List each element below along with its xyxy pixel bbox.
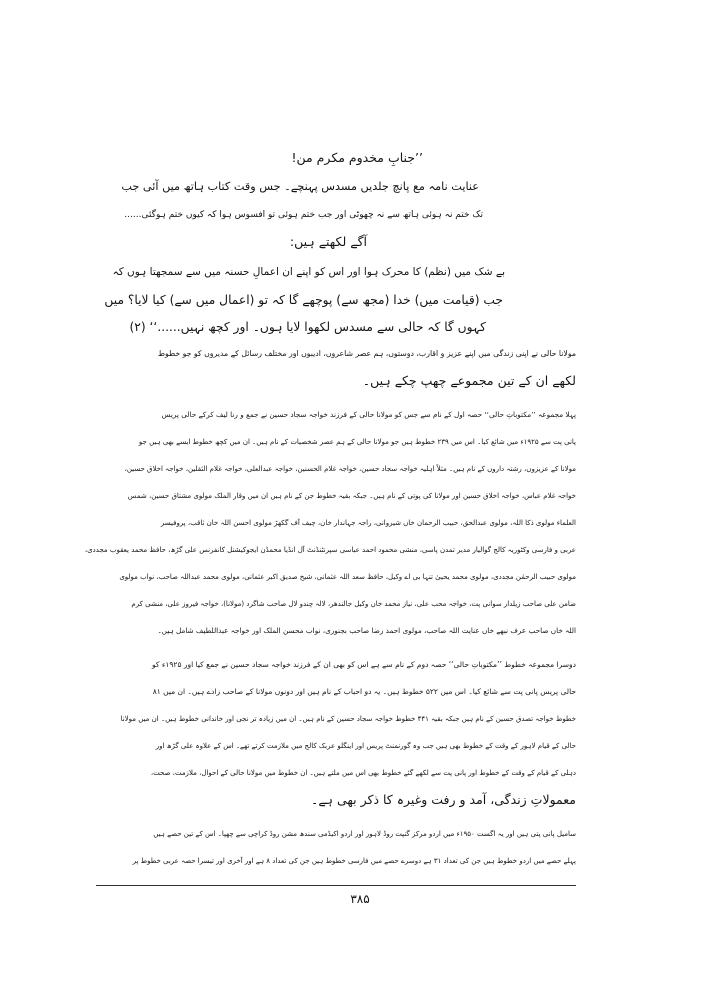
quote-line: بے شک میں (نظم) کا محرک ہوا اور اس کو اپنے ان اعمالِ حسنہ میں سے سمجھتا ہوں کہ (112, 266, 505, 278)
body-line: سامیل پانی پتی ہیں اور یہ اگست ۱۹۵۰ء میں اردو مرکز گنپت روڈ لاہور اور اردو اکیڈمی سندھ مشن روڈ کراچی سے چھپا۔ اس کے تین حصے ہیں (153, 830, 576, 838)
body-line: پہلا مجموعہ ’’مکتوباتِ حالی‘‘ حصہ اول کے نام سے جس کو مولانا حالی کے فرزند خواجہ سجاد حسین نے جمع و رنا لیف کرکے حالی پریس (161, 410, 576, 419)
quote-line: تک ختم نہ ہوئی ہاتھ سے نہ چھوٹی اور جب ختم ہوئی تو افسوس ہوا کہ کیوں ختم ہوگئی...... (124, 210, 483, 220)
body-line: خطوط خواجہ تصدق حسین کے نام ہیں جبکہ بقیہ ۴۴۱ خطوط خواجہ سجاد حسین کے نام ہیں۔ ان میں زیادہ تر نجی اور خاندانی خطوط ہیں۔ ان میں مولانا (120, 715, 576, 723)
body-line: دوسرا مجموعہ خطوط ’’مکتوباتِ حالی‘‘ حصہ دوم کے نام سے ہے اس کو بھی ان کے فرزند خواجہ سجاد حسین نے جمع کیا اور ۱۹۲۵ء کو (152, 660, 576, 669)
body-line: مولانا کے عزیزوں، رشتہ داروں کے نام ہیں۔ مثلاً اہلیہ خواجہ سجاد حسین، خواجہ غلام الحسنین، خواجہ عبدالعلی، خواجہ غلام الثقلین، خواجہ اخلاق حسین، (124, 465, 576, 473)
body-line: لکھے ان کے تین مجموعے چھپ چکے ہیں۔ (362, 373, 576, 388)
body-line: العلماء مولوی ذکا اللہ، مولوی عبدالحق، حبیب الرحمان خاں شیروانی، راجہ جہاندار خان، چیف آف گکھڑ مولوی احسن اللہ خان ثاقب، پروفیسر (160, 519, 576, 527)
intro-line: آگے لکھتے ہیں: (289, 234, 367, 249)
body-line: پانی پت سے ۱۹۲۵ء میں شائع کیا۔ اس میں ۲۳۹ خطوط ہیں جو مولانا حالی کے ہم عصر شخصیات کے نام ہیں۔ ان میں کچھ خطوط ایسے بھی ہیں جو (138, 438, 576, 446)
body-line: مولانا حالی نے اپنی زندگی میں اپنے عزیز و اقارب، دوستوں، ہم عصر شاعروں، ادیبوں اور مختلف رسائل کے مدیروں کو جو خطوط (157, 349, 576, 358)
body-line: دہلی کے قیام کے وقت کے خطوط اور پانی پت سے لکھے گئے خطوط بھی اس میں ملتے ہیں۔ ان خطوط میں مولانا حالی کے احوال، ملازمت، صحت، (150, 769, 576, 777)
body-line: ضامن علی صاحب زیلدار سوانی پت، خواجہ محب علی، نیاز محمد خاں وکیل جالندھر، لالہ چندو لال صاحب شاگرد (مولانا)، خواجہ فیروز علی، منشی کرم (131, 600, 576, 608)
body-line: خواجہ غلام عباس، خواجہ اخلاق حسین اور مولانا کی پوتی کے نام ہیں۔ جبکہ بقیہ خطوط جن کے نام ہیں ان میں وقار الملک مولوی مشتاق حسین، شمس (127, 492, 576, 500)
footer-rule (96, 885, 576, 886)
quote-salutation: ’’جنابِ مخدوم مکرم من! (291, 150, 423, 165)
body-line: حالی کے قیام لاہور کے وقت کے خطوط بھی ہیں جب وہ گورنمنٹ پریس اور اینگلو عربک کالج میں ملازمت کرتے تھے۔ اس کے علاوہ علی گڑھ اور (155, 742, 576, 750)
page-number: ۳۸۵ (350, 892, 370, 906)
quote-line: کہوں گا کہ حالی سے مسدس لکھوا لایا ہوں۔ اور کچھ نہیں......‘‘ (۲) (129, 320, 486, 334)
quote-line: عنایت نامہ مع پانچ جلدیں مسدس پہنچے۔ جس وقت کتاب ہاتھ میں آئی جب (121, 180, 479, 193)
body-line: حالی پریس پانی پت سے شائع کیا۔ اس میں ۵۲۲ خطوط ہیں۔ یہ دو احباب کے نام ہیں اور دونوں مولانا کے صاحب زادے ہیں۔ ان میں ۸۱ (152, 687, 576, 696)
body-line: مولوی حبیب الرحمٰن مجددی، مولوی محمد یحییٰ تنہا بی اے وکیل، حافظ سعد اللہ عثمانی، شیخ صدیق اکبر عثمانی، مولوی محمد عبداللہ صاحب، نواب مولوی (119, 573, 576, 581)
body-line: معمولاتِ زندگی، آمد و رفت وغیرہ کا ذکر بھی ہے۔ (311, 792, 576, 807)
quote-line: جب (قیامت میں) خدا (مجھ سے) پوچھے گا کہ تو (اعمال میں سے) کیا لایا؟ میں (104, 293, 503, 307)
body-line: عربی و فارسی وکٹوریہ کالج گوالیار مدیر تمدن پاسی، منشی محمود احمد عباسی سپرنٹنڈنٹ آل انڈیا محمڈن ایجوکیشنل کانفرنس علی گڑھ، حافظ محمد یعقوب مجددی، (84, 546, 576, 554)
body-line: پہلے حصے میں اردو خطوط ہیں جن کی تعداد ۳۱ ہے دوسرے حصے میں فارسی خطوط ہیں جن کی تعداد ۸ ہے اور آخری اور تیسرا حصہ عربی خطوط پر (132, 857, 576, 865)
body-line: اللہ خاں صاحب عرف نبھے خاں عنایت اللہ صاحب، مولوی احمد رضا صاحب بجنوری، نواب محسن الملک اور خواجہ عبداللطیف شامل ہیں۔ (157, 626, 576, 635)
